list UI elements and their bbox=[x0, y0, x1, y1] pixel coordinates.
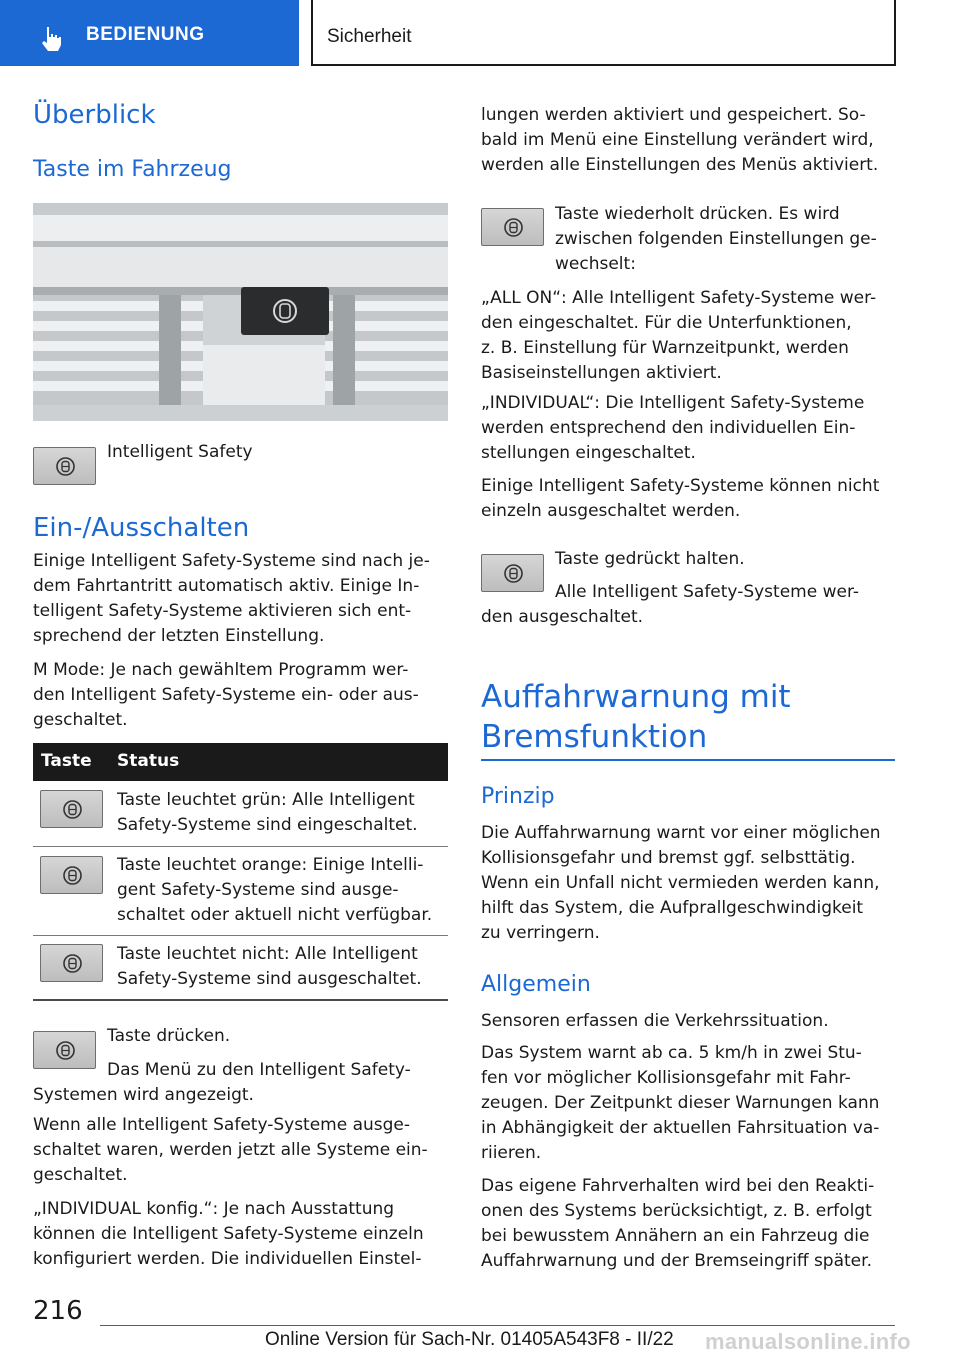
paragraph-settings-saved: lungen werden aktiviert und gespeichert. So- bald im Menü eine Einstellung verändert wird, werden alle Einstellungen des Menüs aktiviert. bbox=[481, 105, 879, 175]
intelligent-safety-button-image bbox=[33, 447, 96, 485]
intelligent-safety-icon bbox=[504, 217, 523, 238]
heading-principle: Prinzip bbox=[481, 784, 555, 809]
table-row-off-text: Taste leuchtet nicht: Alle Intelligent Safety-Systeme sind ausgeschaltet. bbox=[117, 944, 422, 989]
intelligent-safety-icon bbox=[63, 953, 82, 974]
column-header-key: Taste bbox=[41, 751, 92, 771]
watermark: manualsonline.info bbox=[705, 1329, 911, 1354]
topic-tab bbox=[311, 0, 896, 66]
paragraph-not-all-switchable: Einige Intelligent Safety-Systeme können nicht einzeln ausgeschaltet werden. bbox=[481, 476, 880, 521]
table-row-green-text: Taste leuchtet grün: Alle Intelligent Safety-Systeme sind eingeschaltet. bbox=[117, 790, 418, 835]
column-header-status: Status bbox=[117, 751, 180, 771]
status-table-header bbox=[33, 743, 448, 781]
paragraph-individual: „INDIVIDUAL“: Die Intelligent Safety-Systeme werden entsprechend den individuellen Ein- stellungen eingeschaltet. bbox=[481, 393, 865, 463]
paragraph-auto-active: Einige Intelligent Safety-Systeme sind nach je- dem Fahrtantritt automatisch aktiv. Einige In- telligent Safety-Systeme aktivieren sich ent- sprechend der letzten Einstellung. bbox=[33, 551, 430, 646]
heading-switch-on-off: Ein-/Ausschalten bbox=[33, 513, 250, 543]
intelligent-safety-icon bbox=[56, 456, 75, 477]
footer-rule bbox=[100, 1325, 895, 1326]
paragraph-all-on: „ALL ON“: Alle Intelligent Safety-Systeme wer- den eingeschaltet. Für die Unterfunktionen, z. B. Einstellung für Warnzeitpunkt, werden Basiseinstellungen aktiviert. bbox=[481, 288, 877, 383]
section-title: BEDIENUNG bbox=[86, 24, 205, 45]
button-repeat-image bbox=[481, 208, 544, 246]
button-green-image bbox=[40, 790, 103, 828]
hand-pointer-icon bbox=[38, 25, 66, 53]
paragraph-all-off-before: Wenn alle Intelligent Safety-Systeme ausge- schaltet waren, werden jetzt alle Systeme ein- geschaltet. bbox=[33, 1115, 428, 1185]
heading-rule bbox=[481, 759, 895, 761]
page-number: 216 bbox=[33, 1296, 83, 1326]
paragraph-sensors: Sensoren erfassen die Verkehrssituation. bbox=[481, 1011, 829, 1031]
paragraph-m-mode: M Mode: Je nach gewähltem Programm wer- den Intelligent Safety-Systeme ein- oder aus- geschaltet. bbox=[33, 660, 419, 730]
dashboard-photo bbox=[33, 203, 448, 421]
intelligent-safety-icon bbox=[63, 865, 82, 886]
heading-button-in-vehicle: Taste im Fahrzeug bbox=[33, 157, 232, 182]
all-off-line1: Alle Intelligent Safety-Systeme wer- bbox=[555, 582, 859, 602]
button-off-image bbox=[40, 944, 103, 982]
heading-collision-warning: Auffahrwarnung mit Bremsfunktion bbox=[481, 679, 791, 755]
table-divider bbox=[33, 935, 448, 936]
paragraph-driving-behaviour: Das eigene Fahrverhalten wird bei den Reakti- onen des Systems berücksichtigt, z. B. erfolgt bei bewusstem Annähern an ein Fahrzeug die Auffahrwarnung und der Bremseingriff später. bbox=[481, 1176, 875, 1271]
heading-general: Allgemein bbox=[481, 972, 591, 997]
heading-overview: Überblick bbox=[33, 100, 156, 130]
step-hold-button: Taste gedrückt halten. bbox=[555, 549, 745, 569]
step-press-repeatedly: Taste wiederholt drücken. Es wird zwischen folgenden Einstellungen ge- wechselt: bbox=[555, 204, 877, 274]
button-hold-image bbox=[481, 554, 544, 592]
table-bottom-rule bbox=[33, 999, 448, 1001]
section-tab bbox=[0, 0, 299, 66]
menu-shown-line2: Systemen wird angezeigt. bbox=[33, 1085, 254, 1105]
step-press-button: Taste drücken. bbox=[107, 1026, 231, 1046]
paragraph-warning-stages: Das System warnt ab ca. 5 km/h in zwei Stu- fen vor möglicher Kollisionsgefahr mit Fahr- zeugen. Der Zeitpunkt dieser Warnungen kann in Abhängigkeit der aktuellen Fahrsituation va- riieren. bbox=[481, 1043, 880, 1163]
footer-online-version: Online Version für Sach-Nr. 01405A543F8 - II/22 bbox=[265, 1329, 674, 1350]
intelligent-safety-icon bbox=[504, 563, 523, 584]
table-divider bbox=[33, 846, 448, 847]
intelligent-safety-icon bbox=[63, 799, 82, 820]
button-orange-image bbox=[40, 856, 103, 894]
paragraph-individual-config: „INDIVIDUAL konfig.“: Je nach Ausstattung können die Intelligent Safety-Systeme einzeln konfiguriert werden. Die individuellen Einstel- bbox=[33, 1199, 424, 1269]
paragraph-principle: Die Auffahrwarnung warnt vor einer möglichen Kollisionsgefahr und bremst ggf. selbsttätig. Wenn ein Unfall nicht vermieden werden kann, hilft das System, die Aufprallgeschwindigkeit zu verringern. bbox=[481, 823, 881, 943]
button-press-image bbox=[33, 1031, 96, 1069]
all-off-line2: den ausgeschaltet. bbox=[481, 607, 644, 627]
menu-shown-line1: Das Menü zu den Intelligent Safety- bbox=[107, 1060, 411, 1080]
table-row-orange-text: Taste leuchtet orange: Einige Intelli- gent Safety-Systeme sind ausge- schaltet oder aktuell nicht verfügbar. bbox=[117, 855, 433, 925]
caption-intelligent-safety: Intelligent Safety bbox=[107, 442, 253, 462]
intelligent-safety-icon bbox=[56, 1040, 75, 1061]
topic-title: Sicherheit bbox=[327, 26, 412, 47]
